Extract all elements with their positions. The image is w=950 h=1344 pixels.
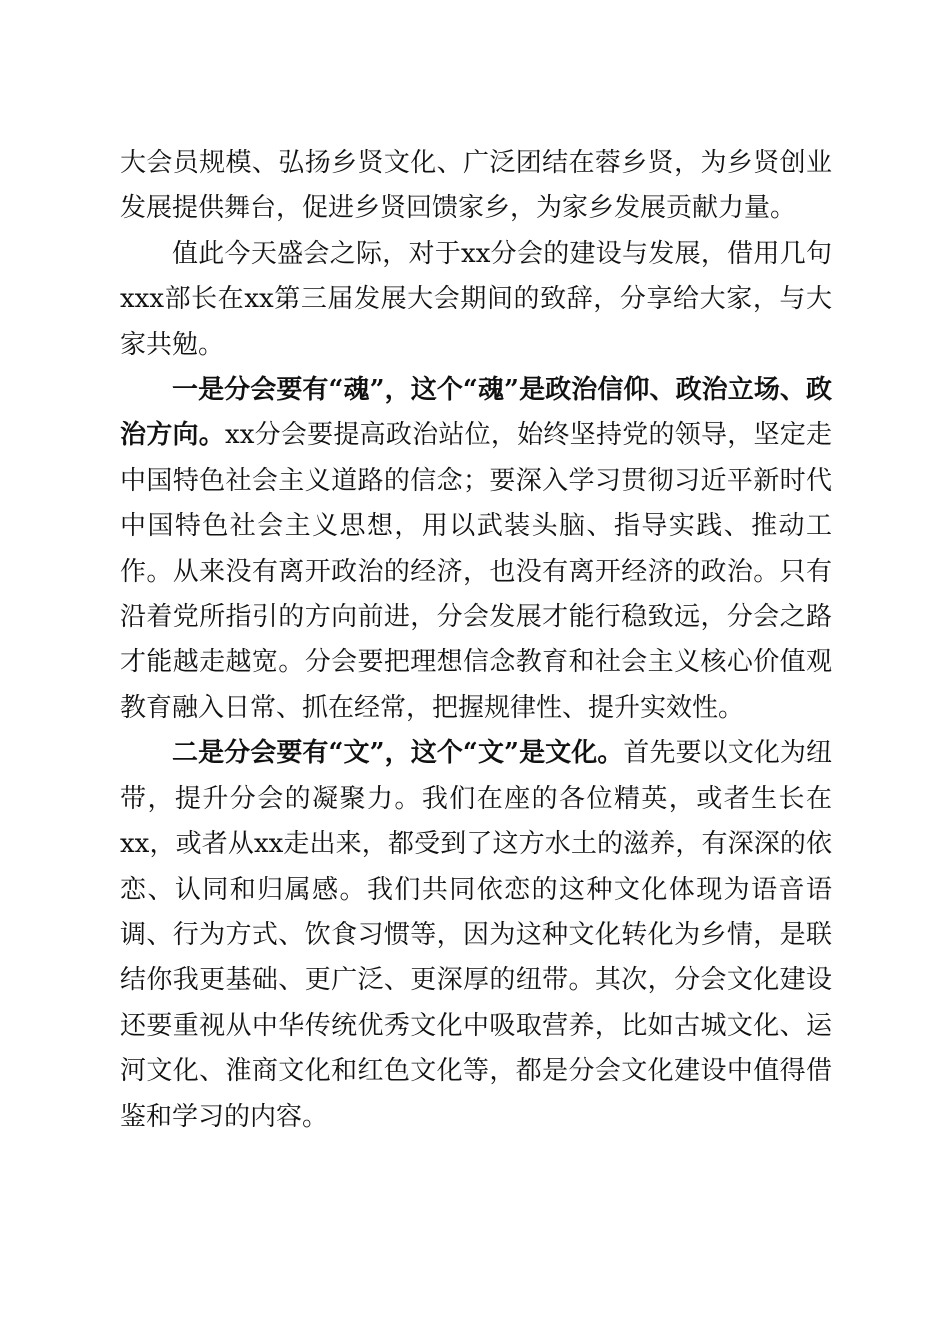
paragraph-text: 大会员规模、弘扬乡贤文化、广泛团结在蓉乡贤，为乡贤创业发展提供舞台，促进乡贤回馈家乡，为家乡发展贡献力量。 <box>120 148 832 224</box>
paragraph-point-one <box>120 368 832 731</box>
paragraph-occasion <box>120 232 832 368</box>
paragraph-continuation <box>120 141 832 232</box>
point-one-heading: 一是分会要有“魂”，这个“魂”是政治信仰、政治立场、政治方向。 <box>120 375 832 451</box>
paragraph-text: 首先要以文化为纽带，提升分会的凝聚力。我们在座的各位精英，或者生长在xx，或者从xx走出来，都受到了这方水土的滋养，有深深的依恋、认同和归属感。我们共同依恋的这种文化体现为语音语调、行为方式、饮食习惯等，因为这种文化转化为乡情，是联结你我更基础、更广泛、更深厚的纽带。其次，分会文化建设还要重视从中华传统优秀文化中吸取营养，比如古城文化、运河文化、淮商文化和红色文化等，都是分会文化建设中值得借鉴和学习的内容。 <box>120 738 832 1132</box>
document-body <box>120 141 832 1140</box>
paragraph-text: 值此今天盛会之际，对于xx分会的建设与发展，借用几句xxx部长在xx第三届发展大会期间的致辞，分享给大家，与大家共勉。 <box>120 238 832 360</box>
paragraph-point-two <box>120 731 832 1140</box>
paragraph-text: xx分会要提高政治站位，始终坚持党的领导，坚定走中国特色社会主义道路的信念；要深入学习贯彻习近平新时代中国特色社会主义思想，用以武装头脑、指导实践、推动工作。从来没有离开政治的经济，也没有离开经济的政治。只有沿着党所指引的方向前进，分会发展才能行稳致远，分会之路才能越走越宽。分会要把理想信念教育和社会主义核心价值观教育融入日常、抓在经常，把握规律性、提升实效性。 <box>120 420 832 723</box>
point-two-heading: 二是分会要有“文”，这个“文”是文化。 <box>172 738 624 769</box>
